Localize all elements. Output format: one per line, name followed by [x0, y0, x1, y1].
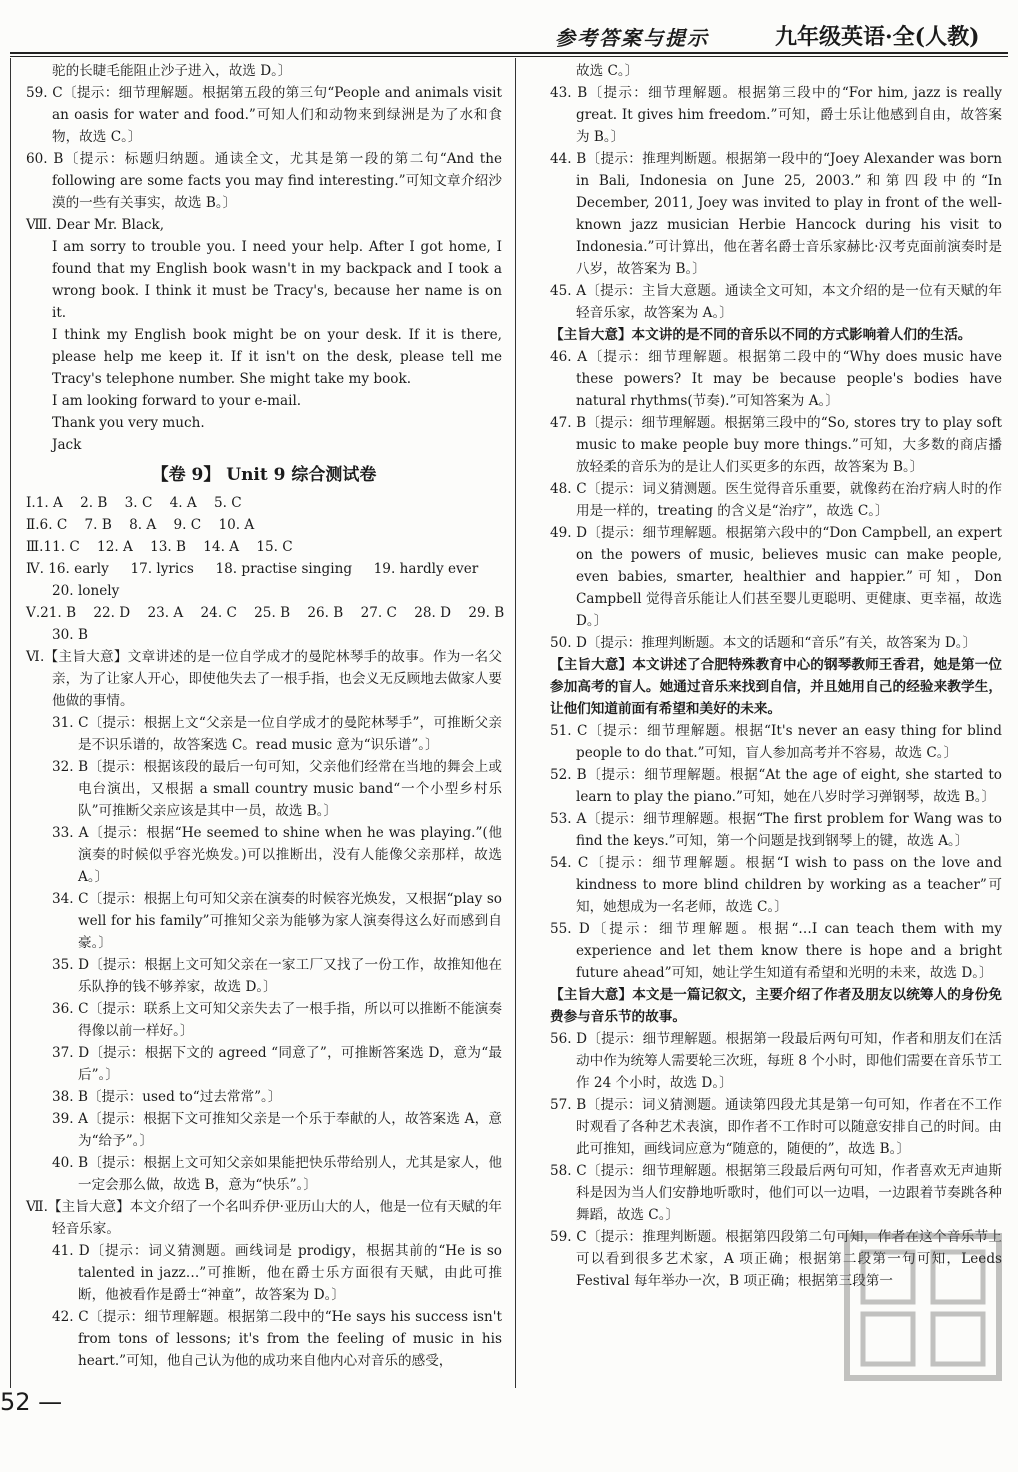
answer-item: 20. lonely [52, 583, 120, 599]
answer-item: 33. A〔提示：根据“He seemed to shine when he was playing.”(他演奏的时候似乎容光焕发。)可以推断出，没有人能像父亲那样，故选 A。〕 [52, 825, 502, 885]
answer-item: 37. D〔提示：根据下文的 agreed “同意了”，可推断答案选 D，意为“最后”。〕 [52, 1045, 502, 1083]
answer-row: Ⅰ.1. A 2. B 3. C 4. A 5. C [26, 495, 242, 511]
answer-item: 35. D〔提示：根据上文可知父亲在一家工厂又找了一份工作，故推知他在乐队挣的钱不够养家，故选 D。〕 [52, 957, 502, 995]
left-column [26, 60, 505, 1372]
answer-item: 51. C〔提示：细节理解题。根据“It's never an easy thing for blind people to do that.”可知，盲人参加高考并不容易，故选 C。〕 [550, 723, 1002, 761]
header-rule [10, 52, 1008, 54]
answer-item: Ⅵ.【主旨大意】文章讲述的是一位自学成才的曼陀林琴手的故事。作为一名父亲，为了让家人开心，即使他失去了一根手指，也会义无反顾地去做家人要他做的事情。 [26, 649, 502, 709]
answer-item: 32. B〔提示：根据该段的最后一句可知，父亲他们经常在当地的舞会上或电台演出，又根据 a small country music band“一个小型乡村乐队”可推断父亲应该是其中一员，故选 B。〕 [52, 759, 502, 819]
answer-item: 47. B〔提示：细节理解题。根据第三段中的“So, stores try to play soft music to make people buy more things.”可知，大多数的商店播放轻柔的音乐为的是让人们买更多的东西，故答案为 B。〕 [550, 415, 1002, 475]
answer-item: 49. D〔提示：细节理解题。根据第六段中的“Don Campbell, an expert on the powers of music, believes music can make people, even babies, smarter, healthier and happier.”可知，Don Campbell 觉得音乐能让人们甚至婴儿更聪明、更健康、更幸福，故选 D。〕 [550, 525, 1002, 629]
answer-row: Ⅳ. 16. early 17. lyrics 18. practise singing 19. hardly ever [26, 561, 479, 577]
answer-item: I am sorry to trouble you. I need your help. After I got home, I found that my English book wasn't in my backpack and I took a wrong book. I think it must be Tracy's, because her name is on it. [52, 239, 502, 321]
summary-note: 【主旨大意】本文讲述了合肥特殊教育中心的钢琴教师王香君，她是第一位参加高考的盲人。她通过音乐来找到自信，并且她用自己的经验来教学生，让他们知道前面有希望和美好的未来。 [550, 657, 1002, 717]
section-title: 【卷 9】 Unit 9 综合测试卷 [151, 465, 377, 485]
answer-item: 48. C〔提示：词义猜测题。医生觉得音乐重要，就像药在治疗病人时的作用是一样的，treating 的含义是“治疗”，故选 C。〕 [550, 481, 1002, 519]
answer-item: Ⅶ.【主旨大意】本文介绍了一个名叫乔伊·亚历山大的人，他是一位有天赋的年轻音乐家。 [26, 1199, 502, 1237]
answer-item: 45. A〔提示：主旨大意题。通读全文可知，本文介绍的是一位有天赋的年轻音乐家，故答案为 A。〕 [550, 283, 1002, 321]
summary-note: 【主旨大意】本文讲的是不同的音乐以不同的方式影响着人们的生活。 [550, 327, 972, 343]
answer-item: 50. D〔提示：推理判断题。本文的话题和“音乐”有关，故答案为 D。〕 [550, 635, 977, 651]
answer-item: 40. B〔提示：根据上文可知父亲如果能把快乐带给别人，尤其是家人，他一定会那么做，故选 B，意为“快乐”。〕 [52, 1155, 502, 1193]
answer-item: Thank you very much. [52, 415, 205, 431]
answer-item: 60. B〔提示：标题归纳题。通读全文，尤其是第一段的第二句“And the following are some facts you may find interesting.”可知文章介绍沙漠的一些有关事实，故选 B。〕 [26, 151, 502, 211]
answer-item: 30. B [52, 627, 88, 643]
answer-item: 57. B〔提示：词义猜测题。通读第四段尤其是第一句可知，作者在不工作时观看了各种艺术表演，即作者不工作时可以随意安排自己的时间。由此可推知，画线词应意为“随意的，随便的”，故选 B。〕 [550, 1097, 1002, 1157]
header-answer-title: 参考答案与提示 [555, 26, 709, 50]
summary-note: 【主旨大意】本文是一篇记叙文，主要介绍了作者及朋友以统筹人的身份免费参与音乐节的故事。 [550, 987, 1002, 1025]
answer-item: 59. C〔提示：细节理解题。根据第五段的第三句“People and animals visit an oasis for water and food.”可知人们和动物来到绿洲是为了水和食物，故选 C。〕 [26, 85, 502, 145]
answer-item: 46. A〔提示：细节理解题。根据第二段中的“Why does music have these powers? It may be because people's bodies have natural rhythms(节奏).”可知答案为 A。〕 [550, 349, 1002, 409]
letter-salutation: Ⅷ. Dear Mr. Black, [26, 217, 165, 233]
answer-item: 53. A〔提示：细节理解题。根据“The first problem for Wang was to find the keys.”可知，第一个问题是找到钢琴上的键，故选 A。〕 [550, 811, 1002, 849]
answer-item: 59. C〔提示：推理判断题。根据第四段第二句可知，作者在这个音乐节上可以看到很多艺术家，A 项正确；根据第二段第一句可知，Leeds Festival 每年举办一次，B 项正确；根据第三段第一 [550, 1229, 1002, 1289]
answer-item: 31. C〔提示：根据上文“父亲是一位自学成才的曼陀林琴手”，可推断父亲是不识乐谱的，故答案选 C。read music 意为“识乐谱”。〕 [52, 715, 502, 753]
header-book-title: 九年级英语·全(人教) [775, 24, 980, 50]
answer-item: 36. C〔提示：联系上文可知父亲失去了一根手指，所以可以推断不能演奏得像以前一样好。〕 [52, 1001, 502, 1039]
answer-item: 54. C〔提示：细节理解题。根据“I wish to pass on the love and kindness to more blind children by working as a teacher”可知，她想成为一名老师，故选 C。〕 [550, 855, 1002, 915]
answer-item: 43. B〔提示：细节理解题。根据第三段中的“For him, jazz is really great. It gives him freedom.”可知，爵士乐让他感到自由，故答案为 B。〕 [550, 85, 1002, 145]
answer-item: 58. C〔提示：细节理解题。根据第三段最后两句可知，作者喜欢无声迪斯科是因为当人们安静地听歌时，他们可以一边唱，一边跟着节奏跳各种舞蹈，故选 C。〕 [550, 1163, 1002, 1223]
answer-row: Ⅲ.11. C 12. A 13. B 14. A 15. C [26, 539, 293, 555]
answer-item: 故选 C。〕 [576, 63, 639, 79]
answer-row: Ⅴ.21. B 22. D 23. A 24. C 25. B 26. B 27. C 28. D 29. B [26, 605, 505, 621]
right-column [550, 60, 1002, 1292]
answer-row: Ⅱ.6. C 7. B 8. A 9. C 10. A [26, 517, 255, 533]
left-margin-line [10, 58, 11, 1388]
answer-item: 52. B〔提示：细节理解题。根据“At the age of eight, she started to learn to play the piano.”可知，她在八岁时学习弹钢琴，故选 B。〕 [550, 767, 1002, 805]
page-header [0, 0, 1018, 58]
answer-item: 42. C〔提示：细节理解题。根据第二段中的“He says his success isn't from tons of lessons; it's from the feeling of music in his heart.”可知，他自己认为他的成功来自他内心对音乐的感受， [52, 1309, 502, 1369]
page-number: 52 — [0, 1388, 63, 1416]
answer-item: 38. B〔提示：used to“过去常常”。〕 [52, 1089, 282, 1105]
watermark-stamp-icon [843, 1232, 1003, 1382]
header-rule-thin [10, 56, 1008, 57]
column-divider [515, 58, 516, 1388]
answer-item: 55. D〔提示：细节理解题。根据“…I can teach them with my experience and let them know there is hope and a bright future ahead”可知，她让学生知道有希望和光明的未来，故选 D。〕 [550, 921, 1002, 981]
answer-item: I think my English book might be on your desk. If it is there, please help me keep it. If it isn't on the desk, please tell me Tracy's telephone number. She might take my book. [52, 327, 502, 387]
answer-item: 56. D〔提示：细节理解题。根据第一段最后两句可知，作者和朋友们在活动中作为统筹人需要轮三次班，每班 8 个小时，即他们需要在音乐节工作 24 个小时，故选 D。〕 [550, 1031, 1002, 1091]
answer-item: 34. C〔提示：根据上句可知父亲在演奏的时候容光焕发，又根据“play so well for his family”可推知父亲为能够为家人演奏得这么好而感到自豪。〕 [52, 891, 502, 951]
answer-item: 41. D〔提示：词义猜测题。画线词是 prodigy，根据其前的“He is so talented in jazz…”可推断，他在爵士乐方面很有天赋，由此可推断，他被看作是爵士“神童”，故答案为 D。〕 [52, 1243, 502, 1303]
answer-item: 驼的长睫毛能阻止沙子进入，故选 D。〕 [52, 63, 292, 79]
answer-item: 39. A〔提示：根据下文可推知父亲是一个乐于奉献的人，故答案选 A，意为“给予”。〕 [52, 1111, 502, 1149]
answer-item: I am looking forward to your e-mail. [52, 393, 302, 409]
answer-item: 44. B〔提示：推理判断题。根据第一段中的“Joey Alexander was born in Bali, Indonesia on June 25, 2003.”和第四段中的“In December, 2011, Joey was invited to play in front of the well-known jazz musician Herbie Hancock during his visit to Indonesia.”可计算出，他在著名爵士音乐家赫比·汉考克面前演奏时是八岁，故答案为 B。〕 [550, 151, 1002, 277]
answer-item: Jack [52, 437, 82, 453]
